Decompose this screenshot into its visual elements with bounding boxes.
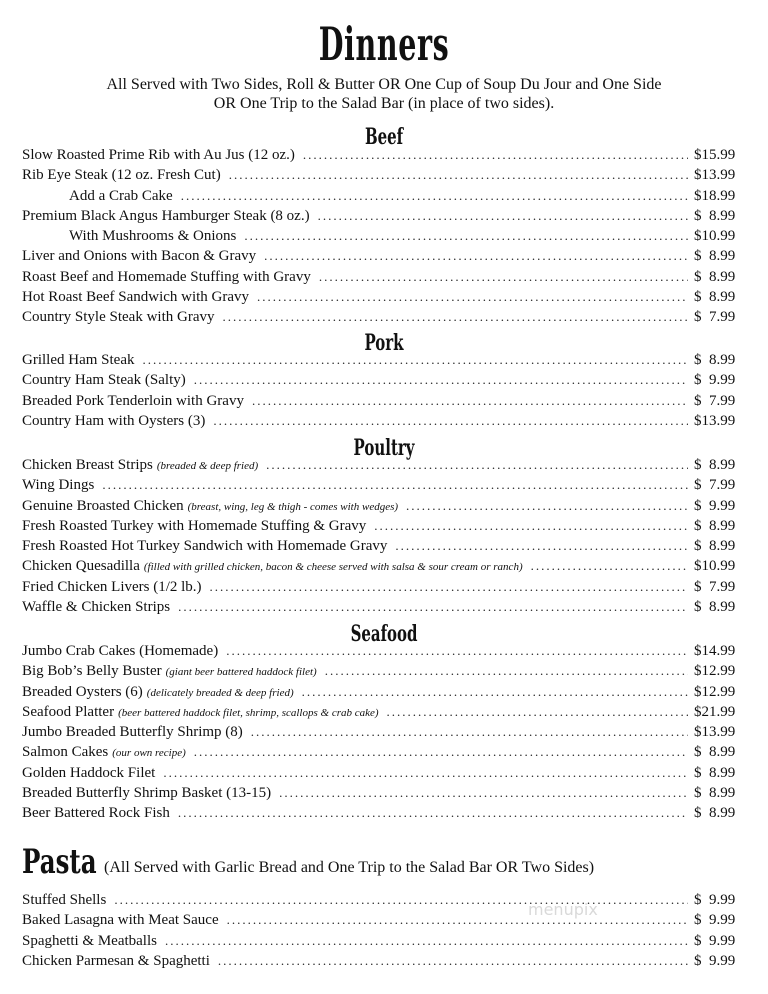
menu-item: [22, 475, 746, 495]
item-name: Wing Dings: [22, 477, 95, 494]
dot-leader: [303, 145, 688, 165]
item-name: Waffle & Chicken Strips: [22, 599, 171, 616]
menu-item-addon: [22, 186, 746, 206]
page-subtitle: [0, 75, 768, 113]
dot-leader: [387, 702, 688, 722]
item-price: $ 8.99: [694, 764, 736, 781]
subtitle-line-1: All Served with Two Sides, Roll & Butter OR One Cup of Soup Du Jour and One Side: [106, 76, 662, 93]
item-name: Jumbo Crab Cakes (Homemade): [22, 643, 219, 659]
item-price: $ 9.99: [694, 952, 736, 969]
seafood-list: [22, 641, 746, 824]
item-name: Country Ham Steak (Salty): [22, 372, 186, 389]
menu-item: [22, 890, 746, 910]
item-price: $ 8.99: [694, 744, 736, 761]
dot-leader: [229, 165, 688, 185]
dot-leader: [302, 682, 688, 702]
menu-item: [22, 206, 746, 226]
item-name: Liver and Onions with Bacon & Gravy: [22, 248, 257, 265]
dot-leader: [252, 391, 688, 411]
item-name: Genuine Broasted Chicken (breast, wing, leg & thigh - comes with wedges): [22, 497, 399, 514]
dot-leader: [257, 287, 688, 307]
item-name: With Mushrooms & Onions: [69, 228, 237, 245]
item-name: Fresh Roasted Turkey with Homemade Stuffing & Gravy: [22, 517, 367, 534]
dot-leader: [194, 742, 688, 762]
dot-leader: [163, 763, 688, 783]
dot-leader: [395, 536, 688, 556]
item-note: (beer battered haddock filet, shrimp, scallops & crab cake): [118, 706, 379, 719]
item-name: Hot Roast Beef Sandwich with Gravy: [22, 289, 250, 306]
menu-item: [22, 455, 746, 475]
menu-item: [22, 803, 746, 823]
item-name: Country Style Steak with Gravy: [22, 309, 215, 326]
item-name: Country Ham with Oysters (3): [22, 412, 206, 429]
menu-item: [22, 910, 746, 930]
item-name: Fresh Roasted Hot Turkey Sandwich with Homemade Gravy: [22, 538, 388, 555]
item-price: $12.99: [694, 663, 736, 680]
dot-leader: [194, 370, 688, 390]
item-name: Chicken Quesadilla (filled with grilled chicken, bacon & cheese served with salsa & sour cream or ranch): [22, 558, 523, 575]
item-name: Breaded Oysters (6) (delicately breaded & deep fried): [22, 683, 294, 700]
item-note: (delicately breaded & deep fried): [146, 686, 294, 699]
item-price: $18.99: [694, 187, 736, 204]
item-price: $ 8.99: [694, 289, 736, 306]
section-title-beef: Beef: [364, 124, 404, 150]
item-note: (breast, wing, leg & thigh - comes with wedges): [187, 500, 399, 513]
item-name: Salmon Cakes (our own recipe): [22, 744, 186, 761]
item-price: $ 8.99: [694, 207, 736, 224]
menu-item: [22, 350, 746, 370]
item-name: Baked Lasagna with Meat Sauce: [22, 912, 219, 929]
item-price: $ 7.99: [694, 309, 736, 326]
menu-item: [22, 742, 746, 762]
dot-leader: [279, 783, 688, 803]
item-price: $ 9.99: [694, 912, 736, 929]
item-price: $ 8.99: [694, 352, 736, 368]
menu-item: [22, 246, 746, 266]
dot-leader: [325, 661, 688, 681]
item-price: $ 8.99: [694, 599, 736, 616]
menu-item: [22, 145, 746, 165]
menu-item: [22, 536, 746, 556]
dot-leader: [266, 455, 688, 475]
menu-item: [22, 556, 746, 576]
item-price: $10.99: [694, 558, 736, 575]
item-price: $ 9.99: [694, 932, 736, 949]
item-name: Golden Haddock Filet: [22, 764, 156, 781]
item-name: Beer Battered Rock Fish: [22, 805, 170, 822]
item-note: (filled with grilled chicken, bacon & cheese served with salsa & sour cream or ranch): [143, 561, 523, 574]
item-name: Roast Beef and Homemade Stuffing with Gravy: [22, 268, 311, 285]
item-price: $ 8.99: [694, 517, 736, 534]
item-name: Rib Eye Steak (12 oz. Fresh Cut): [22, 167, 221, 184]
dot-leader: [222, 307, 688, 327]
item-name: Stuffed Shells: [22, 892, 107, 908]
dot-leader: [178, 803, 688, 823]
menu-item: [22, 661, 746, 681]
menu-item: [22, 391, 746, 411]
item-price: $ 7.99: [694, 392, 736, 409]
poultry-list: [22, 455, 746, 617]
menu-item: [22, 496, 746, 516]
section-title-pasta: [22, 842, 746, 882]
item-price: $ 8.99: [694, 248, 736, 265]
dot-leader: [244, 226, 688, 246]
menu-item: [22, 411, 746, 431]
item-price: $ 8.99: [694, 805, 736, 822]
item-price: $21.99: [694, 703, 736, 720]
dot-leader: [531, 556, 688, 576]
item-price: $13.99: [694, 724, 736, 741]
menu-item: [22, 702, 746, 722]
item-name: Breaded Butterfly Shrimp Basket (13-15): [22, 785, 272, 802]
menu-item: [22, 516, 746, 536]
item-price: $12.99: [694, 683, 736, 700]
menu-item: [22, 307, 746, 327]
page-title: Dinners: [318, 17, 450, 71]
menu-item: [22, 931, 746, 951]
item-note: (giant beer battered haddock filet): [165, 666, 317, 679]
item-name: Breaded Pork Tenderloin with Gravy: [22, 392, 244, 409]
menu-item: [22, 165, 746, 185]
dot-leader: [213, 411, 688, 431]
item-note: (breaded & deep fried): [156, 460, 259, 472]
item-price: $13.99: [694, 412, 736, 429]
item-name: Jumbo Breaded Butterfly Shrimp (8): [22, 724, 243, 741]
item-note: (our own recipe): [112, 747, 186, 760]
item-price: $ 8.99: [694, 538, 736, 555]
subtitle-line-2: OR One Trip to the Salad Bar (in place of two sides).: [213, 95, 555, 112]
dot-leader: [374, 516, 688, 536]
item-price: $ 8.99: [694, 785, 736, 802]
section-title-pork: Pork: [364, 330, 404, 356]
dot-leader: [114, 890, 688, 910]
menu-item: [22, 763, 746, 783]
dot-leader: [226, 641, 688, 661]
item-name: Chicken Parmesan & Spaghetti: [22, 952, 210, 969]
item-price: $ 9.99: [694, 497, 736, 514]
menu-item: [22, 951, 746, 971]
pasta-list: [22, 890, 746, 971]
dot-leader: [406, 496, 688, 516]
dot-leader: [102, 475, 688, 495]
menu-item: [22, 722, 746, 742]
item-name: Add a Crab Cake: [69, 187, 173, 204]
dot-leader: [210, 577, 688, 597]
item-name: Chicken Breast Strips (breaded & deep fried): [22, 457, 259, 473]
item-price: $ 8.99: [694, 457, 736, 473]
menu-item: [22, 783, 746, 803]
beef-list: [22, 145, 746, 328]
section-title-seafood: Seafood: [350, 621, 418, 647]
menu-item: [22, 287, 746, 307]
dot-leader: [142, 350, 688, 370]
item-name: Grilled Ham Steak: [22, 352, 135, 368]
menu-item: [22, 641, 746, 661]
dot-leader: [178, 597, 688, 617]
dot-leader: [181, 186, 688, 206]
item-price: $ 9.99: [694, 892, 736, 908]
item-name: Big Bob’s Belly Buster (giant beer battered haddock filet): [22, 663, 317, 680]
dot-leader: [264, 246, 688, 266]
menu-item: [22, 370, 746, 390]
item-name: Slow Roasted Prime Rib with Au Jus (12 oz.): [22, 147, 295, 163]
item-name: Premium Black Angus Hamburger Steak (8 oz.): [22, 207, 310, 224]
item-price: $10.99: [694, 228, 736, 245]
dot-leader: [251, 722, 688, 742]
dot-leader: [319, 267, 688, 287]
item-price: $ 7.99: [694, 578, 736, 595]
pasta-subtitle: (All Served with Garlic Bread and One Trip to the Salad Bar OR Two Sides): [104, 859, 595, 876]
dot-leader: [218, 951, 688, 971]
item-price: $ 7.99: [694, 477, 736, 494]
item-price: $ 8.99: [694, 268, 736, 285]
item-price: $ 9.99: [694, 372, 736, 389]
menu-item: [22, 267, 746, 287]
watermark: menupix: [528, 900, 598, 919]
item-price: $14.99: [694, 643, 736, 659]
item-name: Fried Chicken Livers (1/2 lb.): [22, 578, 202, 595]
pork-list: [22, 350, 746, 431]
dot-leader: [165, 931, 688, 951]
menu-item: [22, 682, 746, 702]
menu-item: [22, 577, 746, 597]
dot-leader: [227, 910, 688, 930]
section-title-poultry: Poultry: [353, 435, 415, 461]
menu-item-addon: [22, 226, 746, 246]
pasta-title: Pasta: [22, 842, 97, 882]
menu-item: [22, 597, 746, 617]
item-price: $13.99: [694, 167, 736, 184]
item-name: Spaghetti & Meatballs: [22, 932, 157, 949]
item-price: $15.99: [694, 147, 736, 163]
item-name: Seafood Platter (beer battered haddock filet, shrimp, scallops & crab cake): [22, 703, 379, 720]
dot-leader: [318, 206, 688, 226]
